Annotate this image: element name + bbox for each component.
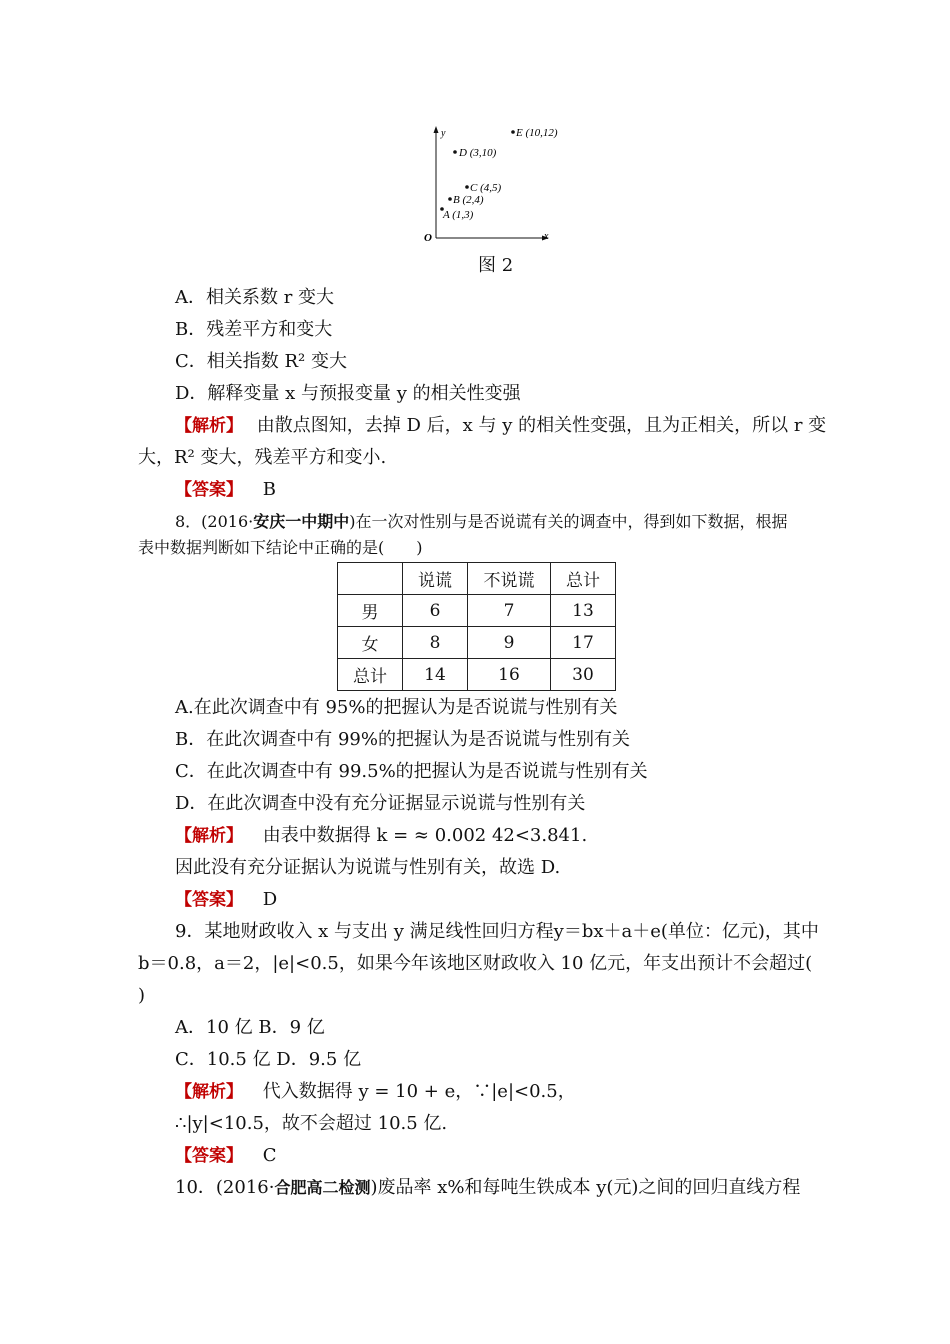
- table-cell: 30: [551, 659, 616, 691]
- q7-option-d: D．解释变量 x 与预报变量 y 的相关性变强: [175, 383, 521, 404]
- table-header-cell: 不说谎: [468, 563, 551, 595]
- q9-analysis-text: 代入数据得 y = 10 + e，∵|e|<0.5，: [262, 1081, 576, 1102]
- table-row: [338, 595, 616, 627]
- point-d: [453, 150, 457, 154]
- origin-label: O: [424, 232, 432, 244]
- q9-analysis-line2: ∴|y|<10.5，故不会超过 10.5 亿.: [175, 1113, 448, 1134]
- q8-stem-text: )在一次对性别与是否说谎有关的调查中，得到如下数据，根据: [349, 512, 788, 531]
- q9-stem-line2: b＝0.8，a＝2，|e|<0.5，如果今年该地区财政收入 10 亿元，年支出预计不会超过(: [138, 953, 813, 974]
- q8-option-c: C．在此次调查中有 99.5%的把握认为是否说谎与性别有关: [175, 761, 648, 782]
- q7-analysis-line1: [175, 414, 826, 438]
- q8-option-b: B．在此次调查中有 99%的把握认为是否说谎与性别有关: [175, 729, 630, 750]
- q10-stem-line1: [175, 1176, 800, 1200]
- q8-stem-line1: [175, 510, 788, 534]
- table-cell: 16: [468, 659, 551, 691]
- y-axis-label: y: [441, 128, 446, 139]
- q9-answer-value: C: [262, 1145, 277, 1166]
- q8-analysis-tag: 【解析】: [175, 826, 243, 846]
- q10-number: 10．(2016·: [175, 1177, 275, 1198]
- table-cell: 14: [403, 659, 468, 691]
- table-header-cell: [338, 563, 403, 595]
- q9-answer-tag: 【答案】: [175, 1146, 243, 1166]
- x-axis-label: x: [544, 231, 549, 242]
- q8-answer: [175, 888, 277, 912]
- q7-option-b: B．残差平方和变大: [175, 319, 333, 340]
- point-c-label: C (4,5): [470, 182, 502, 194]
- q7-option-c: C．相关指数 R² 变大: [175, 351, 347, 372]
- table-row: [338, 659, 616, 691]
- q8-analysis-line2: 因此没有充分证据认为说谎与性别有关，故选 D.: [175, 857, 561, 878]
- table-header-cell: 说谎: [403, 563, 468, 595]
- q7-analysis-line2: 大，R² 变大，残差平方和变小.: [138, 447, 387, 468]
- figure-caption: 图 2: [478, 255, 514, 276]
- q7-analysis-tag: 【解析】: [175, 416, 243, 436]
- q8-number: 8．(2016·: [175, 512, 254, 531]
- q7-option-a: A．相关系数 r 变大: [175, 287, 335, 308]
- q8-stem-line2: 表中数据判断如下结论中正确的是( ): [138, 538, 423, 557]
- table-cell: 总计: [338, 659, 403, 691]
- q8-analysis-line1: [175, 824, 587, 848]
- table-header-cell: 总计: [551, 563, 616, 595]
- table-cell: 13: [551, 595, 616, 627]
- table-cell: 7: [468, 595, 551, 627]
- q9-options-line2: C．10.5 亿 D．9.5 亿: [175, 1049, 362, 1070]
- table-cell: 6: [403, 595, 468, 627]
- q7-answer: [175, 478, 276, 502]
- scatter-figure: [415, 122, 575, 244]
- q9-analysis-tag: 【解析】: [175, 1082, 243, 1102]
- q10-stem-text: )废品率 x%和每吨生铁成本 y(元)之间的回归直线方程: [370, 1177, 801, 1198]
- q9-stem-line3: ): [138, 985, 146, 1006]
- table-cell: 8: [403, 627, 468, 659]
- point-d-label: D (3,10): [459, 147, 497, 159]
- y-axis-arrow: [434, 126, 439, 133]
- point-a-label: A (1,3): [443, 209, 474, 221]
- point-c: [465, 185, 469, 189]
- table-cell: 女: [338, 627, 403, 659]
- q7-answer-value: B: [262, 479, 276, 500]
- point-e: [511, 130, 515, 134]
- q7-analysis-text: 由散点图知，去掉 D 后，x 与 y 的相关性变强，且为正相关，所以 r 变: [256, 415, 827, 436]
- q9-stem-line1: 9．某地财政收入 x 与支出 y 满足线性回归方程y＝bx＋a＋e(单位：亿元)，其中: [175, 921, 819, 942]
- q10-source: 合肥高二检测: [274, 1178, 371, 1197]
- point-e-label: E (10,12): [516, 127, 558, 139]
- point-b: [448, 197, 452, 201]
- q8-option-a: A.在此次调查中有 95%的把握认为是否说谎与性别有关: [175, 697, 618, 718]
- table-cell: 9: [468, 627, 551, 659]
- q8-analysis-text: 由表中数据得 k = ≈ 0.002 42<3.841.: [262, 825, 588, 846]
- table-row: [338, 627, 616, 659]
- table-cell: 17: [551, 627, 616, 659]
- q9-analysis-line1: [175, 1080, 576, 1104]
- point-b-label: B (2,4): [453, 194, 484, 206]
- q9-options-line1: A．10 亿 B．9 亿: [175, 1017, 325, 1038]
- q8-source: 安庆一中期中: [253, 512, 350, 531]
- q8-data-table: [337, 562, 616, 691]
- q8-answer-value: D: [262, 889, 278, 910]
- q8-option-d: D．在此次调查中没有充分证据显示说谎与性别有关: [175, 793, 586, 814]
- q8-answer-tag: 【答案】: [175, 890, 243, 910]
- table-header-row: [338, 563, 616, 595]
- table-cell: 男: [338, 595, 403, 627]
- q9-answer: [175, 1144, 277, 1168]
- q7-answer-tag: 【答案】: [175, 480, 243, 500]
